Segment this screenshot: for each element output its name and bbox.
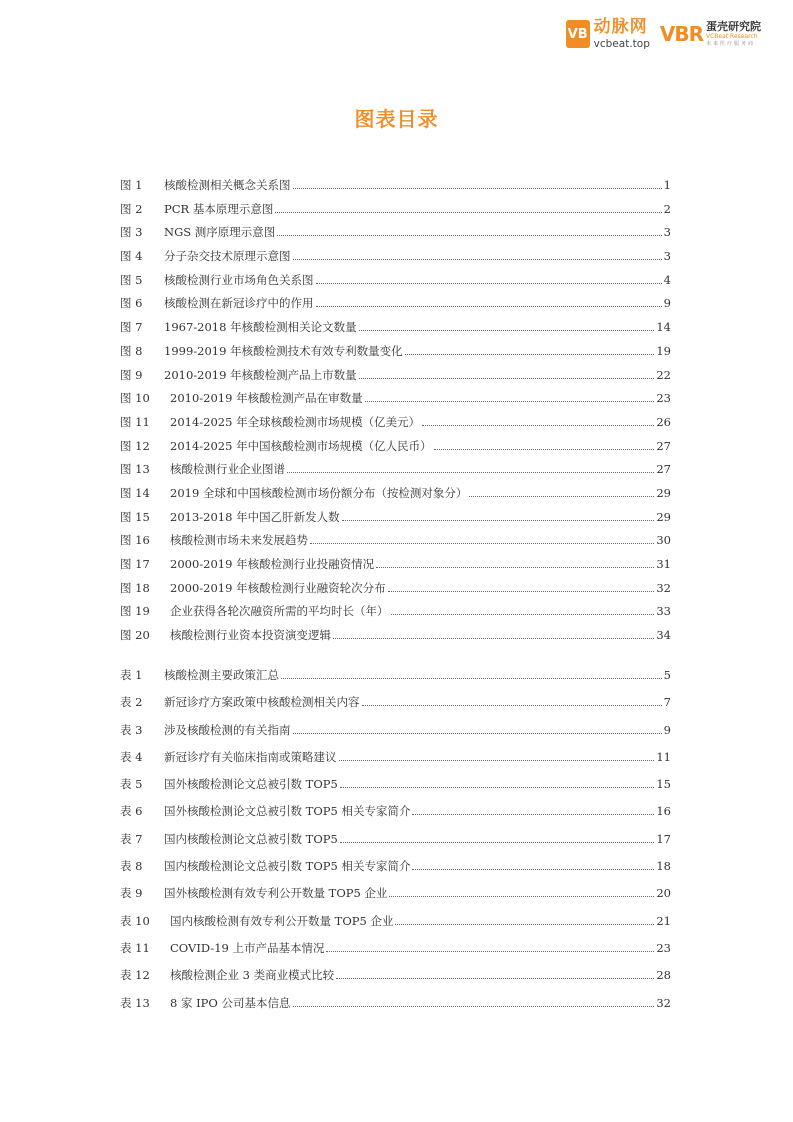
entry-page-number: 19 xyxy=(656,343,671,358)
entry-page-number: 2 xyxy=(663,201,671,216)
dot-leader xyxy=(333,638,654,639)
entry-title: 2014-2025 年全球核酸检测市场规模（亿美元） xyxy=(170,414,421,429)
table-entry[interactable] xyxy=(120,722,671,749)
figure-entry[interactable] xyxy=(120,461,671,485)
entry-label: 图 14 xyxy=(120,485,150,500)
dot-leader xyxy=(388,591,655,592)
entry-page-number: 11 xyxy=(656,749,671,764)
entry-page-number: 4 xyxy=(663,272,671,287)
dot-leader xyxy=(342,520,655,521)
entry-page-number: 34 xyxy=(656,628,671,643)
entry-label: 表 13 xyxy=(120,995,150,1010)
entry-label: 图 7 xyxy=(120,320,143,335)
entry-label: 图 8 xyxy=(120,343,143,358)
dot-leader xyxy=(316,283,662,284)
dot-leader xyxy=(339,760,655,761)
entry-label: 图 19 xyxy=(120,604,150,619)
research-slogan: 未来医疗服务商 xyxy=(706,41,756,47)
entry-label: 表 11 xyxy=(120,940,150,955)
dot-leader xyxy=(434,449,655,450)
dot-leader xyxy=(391,614,655,615)
table-list xyxy=(120,667,671,1022)
dot-leader xyxy=(359,378,655,379)
figure-entry[interactable] xyxy=(120,485,671,509)
dot-leader xyxy=(275,212,661,213)
table-entry[interactable] xyxy=(120,803,671,830)
entry-page-number: 26 xyxy=(656,414,671,429)
entry-page-number: 9 xyxy=(663,722,671,737)
entry-title: 核酸检测主要政策汇总 xyxy=(164,668,279,682)
dot-leader xyxy=(281,678,662,679)
entry-page-number: 23 xyxy=(656,391,671,406)
figure-entry[interactable] xyxy=(120,224,671,248)
entry-label: 表 8 xyxy=(120,859,143,874)
entry-title: 国内核酸检测论文总被引数 TOP5 xyxy=(164,831,338,846)
dot-leader xyxy=(359,330,655,331)
figure-entry[interactable] xyxy=(120,248,671,272)
entry-page-number: 29 xyxy=(656,509,671,524)
entry-page-number: 33 xyxy=(656,604,671,619)
vb-logo-icon: VB xyxy=(566,20,590,48)
dot-leader xyxy=(340,787,655,788)
dot-leader xyxy=(326,951,654,952)
dot-leader xyxy=(293,188,662,189)
entry-title: 核酸检测行业市场角色关系图 xyxy=(164,272,314,287)
table-entry[interactable] xyxy=(120,694,671,721)
entry-page-number: 7 xyxy=(663,695,671,710)
entry-label: 图 18 xyxy=(120,580,150,595)
figure-entry[interactable] xyxy=(120,319,671,343)
entry-label: 图 20 xyxy=(120,628,150,643)
figure-entry[interactable] xyxy=(120,177,671,201)
entry-title: 国外核酸检测有效专利公开数量 TOP5 企业 xyxy=(164,886,388,901)
entry-page-number: 21 xyxy=(656,913,671,928)
figure-entry[interactable] xyxy=(120,343,671,367)
dot-leader xyxy=(293,733,662,734)
dot-leader xyxy=(310,543,654,544)
entry-title: 核酸检测企业 3 类商业模式比较 xyxy=(170,968,335,983)
entry-label: 表 4 xyxy=(120,749,143,764)
entry-label: 表 3 xyxy=(120,722,143,737)
research-en: VCBeat Research xyxy=(706,33,758,40)
dot-leader xyxy=(362,705,662,706)
entry-label: 表 10 xyxy=(120,913,150,928)
entry-title: 2000-2019 年核酸检测行业融资轮次分布 xyxy=(170,580,386,595)
entry-page-number: 30 xyxy=(656,533,671,548)
figure-entry[interactable] xyxy=(120,532,671,556)
table-entry[interactable] xyxy=(120,776,671,803)
entry-title: 核酸检测市场未来发展趋势 xyxy=(170,533,308,548)
entry-page-number: 28 xyxy=(656,968,671,983)
dot-leader xyxy=(316,306,662,307)
entry-label: 表 5 xyxy=(120,777,143,792)
entry-label: 图 3 xyxy=(120,225,143,240)
figure-entry[interactable] xyxy=(120,580,671,604)
table-entry[interactable] xyxy=(120,995,671,1022)
entry-title: 核酸检测在新冠诊疗中的作用 xyxy=(164,296,314,311)
entry-page-number: 27 xyxy=(656,438,671,453)
figure-entry[interactable] xyxy=(120,201,671,225)
entry-label: 图 4 xyxy=(120,249,143,264)
entry-title: COVID-19 上市产品基本情况 xyxy=(170,940,325,955)
entry-label: 图 11 xyxy=(120,414,150,429)
table-entry[interactable] xyxy=(120,885,671,912)
entry-page-number: 9 xyxy=(663,296,671,311)
entry-title: 2010-2019 年核酸检测产品在审数量 xyxy=(170,391,363,406)
entry-label: 图 16 xyxy=(120,533,150,548)
dot-leader xyxy=(293,259,662,260)
entry-page-number: 3 xyxy=(663,225,671,240)
entry-label: 图 5 xyxy=(120,272,143,287)
entry-title: 2013-2018 年中国乙肝新发人数 xyxy=(170,509,340,524)
table-entry[interactable] xyxy=(120,831,671,858)
page-title: 图表目录 xyxy=(354,107,439,131)
dot-leader xyxy=(365,401,655,402)
entry-label: 图 10 xyxy=(120,391,150,406)
entry-page-number: 18 xyxy=(656,859,671,874)
research-name: 蛋壳研究院 xyxy=(706,20,761,33)
entry-label: 图 15 xyxy=(120,509,150,524)
dot-leader xyxy=(376,567,654,568)
entry-label: 图 17 xyxy=(120,557,150,571)
table-entry[interactable] xyxy=(120,967,671,994)
entry-page-number: 15 xyxy=(656,777,671,792)
vcbeat-url: vcbeat.top xyxy=(593,37,650,50)
entry-label: 图 9 xyxy=(120,367,143,382)
entry-page-number: 20 xyxy=(656,886,671,901)
vcbeat-logo xyxy=(566,16,650,50)
entry-title: 1967-2018 年核酸检测相关论文数量 xyxy=(164,320,357,335)
figure-entry[interactable] xyxy=(120,509,671,533)
vbr-logo-icon: VBR xyxy=(659,22,703,46)
entry-label: 表 7 xyxy=(120,831,143,846)
entry-page-number: 14 xyxy=(656,320,671,335)
dot-leader xyxy=(412,814,654,815)
figure-entry[interactable] xyxy=(120,438,671,462)
vcbeat-research-logo xyxy=(660,21,761,47)
dot-leader xyxy=(405,354,655,355)
entry-label: 图 13 xyxy=(120,462,150,477)
entry-title: 2014-2025 年中国核酸检测市场规模（亿人民币） xyxy=(170,438,432,453)
entry-page-number: 3 xyxy=(663,249,671,264)
dot-leader xyxy=(412,869,654,870)
entry-label: 表 1 xyxy=(120,668,143,682)
table-entry[interactable] xyxy=(120,749,671,776)
entry-title: PCR 基本原理示意图 xyxy=(164,201,274,216)
page-header xyxy=(566,14,761,54)
entry-title: 分子杂交技术原理示意图 xyxy=(164,249,291,264)
entry-title: 国内核酸检测论文总被引数 TOP5 相关专家简介 xyxy=(164,859,411,874)
entry-label: 表 2 xyxy=(120,695,143,710)
entry-title: 国外核酸检测论文总被引数 TOP5 相关专家简介 xyxy=(164,804,411,819)
table-entry[interactable] xyxy=(120,940,671,967)
entry-page-number: 16 xyxy=(656,804,671,819)
dot-leader xyxy=(422,425,654,426)
entry-label: 图 2 xyxy=(120,201,143,216)
entry-title: 2019 全球和中国核酸检测市场份额分布（按检测对象分） xyxy=(170,485,468,500)
entry-title: 核酸检测行业资本投资演变逻辑 xyxy=(170,628,331,643)
entry-page-number: 5 xyxy=(663,668,671,682)
entry-title: 国外核酸检测论文总被引数 TOP5 xyxy=(164,777,338,792)
dot-leader xyxy=(469,496,654,497)
dot-leader xyxy=(293,1006,655,1007)
figure-entry[interactable] xyxy=(120,414,671,438)
entry-title: 核酸检测相关概念关系图 xyxy=(164,178,291,192)
figure-entry[interactable] xyxy=(120,367,671,391)
entry-page-number: 27 xyxy=(656,462,671,477)
entry-page-number: 29 xyxy=(656,485,671,500)
table-entry[interactable] xyxy=(120,913,671,940)
entry-label: 图 12 xyxy=(120,438,150,453)
vcbeat-name: 动脉网 xyxy=(593,16,648,37)
entry-title: NGS 测序原理示意图 xyxy=(164,225,276,240)
table-entry[interactable] xyxy=(120,858,671,885)
entry-page-number: 32 xyxy=(656,580,671,595)
figure-entry[interactable] xyxy=(120,272,671,296)
figure-entry[interactable] xyxy=(120,556,671,580)
entry-page-number: 31 xyxy=(656,557,671,571)
entry-title: 国内核酸检测有效专利公开数量 TOP5 企业 xyxy=(170,913,394,928)
entry-page-number: 17 xyxy=(656,831,671,846)
entry-label: 表 12 xyxy=(120,968,150,983)
entry-title: 2000-2019 年核酸检测行业投融资情况 xyxy=(170,557,375,571)
entry-page-number: 32 xyxy=(656,995,671,1010)
entry-label: 表 6 xyxy=(120,804,143,819)
entry-title: 涉及核酸检测的有关指南 xyxy=(164,722,291,737)
entry-label: 表 9 xyxy=(120,886,143,901)
dot-leader xyxy=(389,896,654,897)
dot-leader xyxy=(287,472,654,473)
entry-title: 8 家 IPO 公司基本信息 xyxy=(170,995,291,1010)
table-entry[interactable] xyxy=(120,667,671,694)
entry-title: 2010-2019 年核酸检测产品上市数量 xyxy=(164,367,357,382)
entry-label: 图 1 xyxy=(120,178,143,192)
entry-title: 新冠诊疗有关临床指南或策略建议 xyxy=(164,749,337,764)
dot-leader xyxy=(395,924,654,925)
figure-entry[interactable] xyxy=(120,390,671,414)
dot-leader xyxy=(277,235,661,236)
figure-list xyxy=(120,177,671,651)
figure-entry[interactable] xyxy=(120,627,671,651)
entry-page-number: 1 xyxy=(663,178,671,192)
entry-title: 1999-2019 年核酸检测技术有效专利数量变化 xyxy=(164,343,403,358)
entry-title: 核酸检测行业企业图谱 xyxy=(170,462,285,477)
dot-leader xyxy=(336,978,654,979)
dot-leader xyxy=(340,842,655,843)
entry-label: 图 6 xyxy=(120,296,143,311)
entry-page-number: 22 xyxy=(656,367,671,382)
entry-title: 新冠诊疗方案政策中核酸检测相关内容 xyxy=(164,695,360,710)
figure-entry[interactable] xyxy=(120,295,671,319)
entry-title: 企业获得各轮次融资所需的平均时长（年） xyxy=(170,604,389,619)
entry-page-number: 23 xyxy=(656,940,671,955)
figure-entry[interactable] xyxy=(120,603,671,627)
